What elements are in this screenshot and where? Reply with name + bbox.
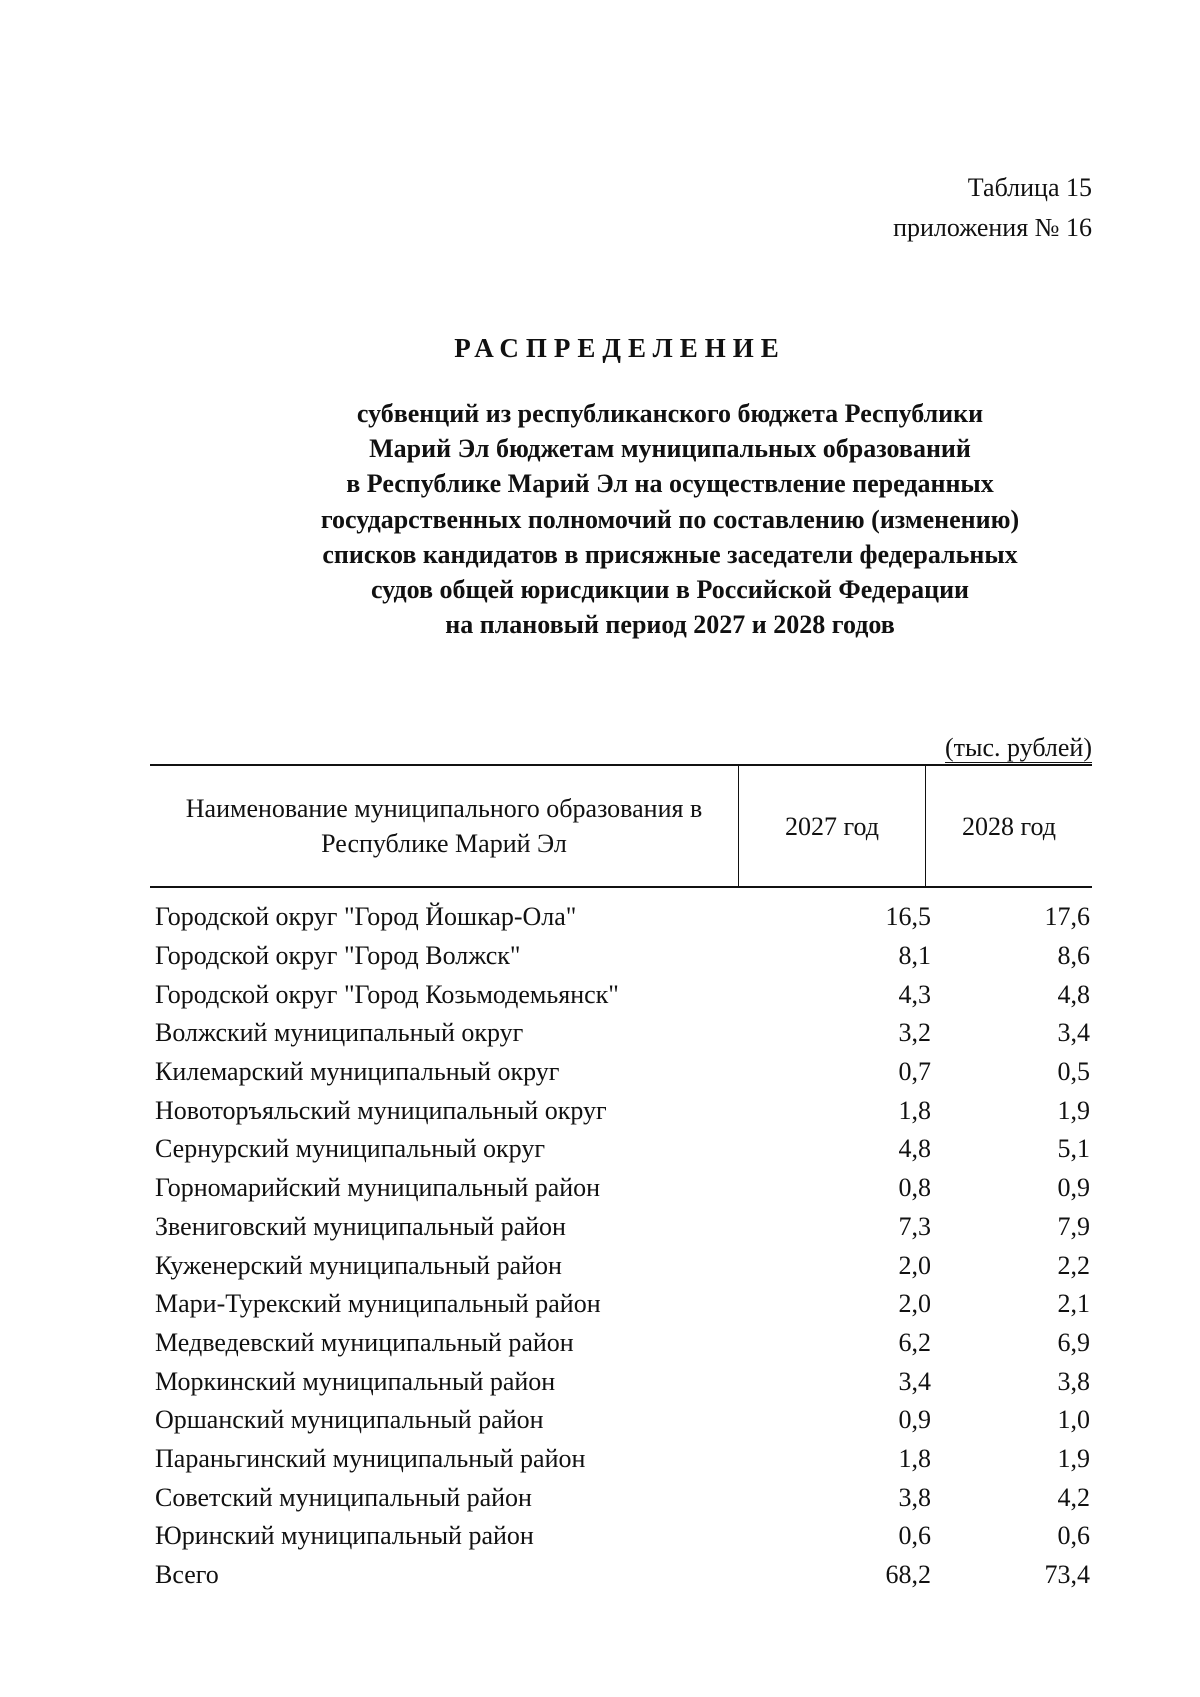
- row-name: Куженерский муниципальный район: [155, 1250, 562, 1280]
- row-value-2028: 0,9: [1057, 1173, 1090, 1203]
- row-value-2028: 1,0: [1057, 1405, 1090, 1435]
- row-name: Медведевский муниципальный район: [155, 1327, 574, 1357]
- row-value-2027: 0,7: [898, 1057, 931, 1087]
- row-value-2028: 0,6: [1057, 1521, 1090, 1551]
- row-value-2028: 3,4: [1057, 1018, 1090, 1048]
- header-name: Наименование муниципального образования в Республике Марий Эл: [150, 766, 739, 886]
- row-value-2028: 1,9: [1057, 1443, 1090, 1473]
- row-value-2028: 1,9: [1057, 1095, 1090, 1125]
- subtitle-line: на плановый период 2027 и 2028 годов: [445, 610, 895, 640]
- row-name: Юринский муниципальный район: [155, 1521, 534, 1551]
- row-value-2028: 73,4: [1044, 1560, 1090, 1590]
- row-value-2027: 0,6: [898, 1521, 931, 1551]
- row-name: Сернурский муниципальный округ: [155, 1134, 545, 1164]
- table-row: [155, 1556, 1092, 1595]
- header-2028: 2028 год: [962, 811, 1056, 841]
- table-row: [155, 1440, 1092, 1479]
- row-value-2027: 4,3: [898, 979, 931, 1009]
- subtitle-line: списков кандидатов в присяжные заседатели федеральных: [322, 539, 1018, 569]
- units-label: (тыс. рублей): [944, 733, 1092, 762]
- row-value-2027: 4,8: [898, 1134, 931, 1164]
- row-value-2027: 8,1: [898, 941, 931, 971]
- table-row: [155, 1401, 1092, 1440]
- row-value-2027: 16,5: [885, 902, 931, 932]
- row-name: Горномарийский муниципальный район: [155, 1173, 601, 1203]
- row-value-2027: 3,2: [898, 1018, 931, 1048]
- row-value-2027: 6,2: [898, 1327, 931, 1357]
- row-value-2027: 2,0: [898, 1289, 931, 1319]
- header-2027: 2027 год: [739, 766, 926, 886]
- row-name: Городской округ "Город Йошкар-Ола": [155, 902, 577, 932]
- subtitle-line: в Республике Марий Эл на осуществление переданных: [346, 469, 994, 499]
- row-value-2027: 1,8: [898, 1095, 931, 1125]
- row-name: Моркинский муниципальный район: [155, 1366, 556, 1396]
- table-row: [155, 1478, 1092, 1517]
- table-row: [155, 975, 1092, 1014]
- subtitle-line: государственных полномочий по составлению (изменению): [320, 504, 1020, 534]
- subtitle-line: судов общей юрисдикции в Российской Федерации: [370, 575, 970, 605]
- row-name: Мари-Турекский муниципальный район: [155, 1289, 601, 1319]
- table-row: [155, 1169, 1092, 1208]
- row-value-2028: 6,9: [1057, 1327, 1090, 1357]
- row-value-2028: 3,8: [1057, 1366, 1090, 1396]
- row-value-2027: 2,0: [898, 1250, 931, 1280]
- row-value-2028: 17,6: [1044, 902, 1090, 932]
- row-name: Советский муниципальный район: [155, 1482, 532, 1512]
- row-name: Волжский муниципальный округ: [155, 1018, 524, 1048]
- subtitle-line: Марий Эл бюджетам муниципальных образований: [369, 434, 971, 464]
- row-value-2028: 5,1: [1057, 1134, 1090, 1164]
- table-body: [155, 898, 1092, 1594]
- table-row: [155, 1517, 1092, 1556]
- row-name: Параньгинский муниципальный район: [155, 1443, 586, 1473]
- table-row: [155, 1014, 1092, 1053]
- row-value-2028: 2,1: [1057, 1289, 1090, 1319]
- subtitle-line: субвенций из республиканского бюджета Республики: [356, 399, 984, 428]
- row-name: Килемарский муниципальный округ: [155, 1057, 560, 1087]
- table-row: [155, 1208, 1092, 1247]
- document-title: РАСПРЕДЕЛЕНИЕ: [454, 333, 786, 363]
- row-value-2027: 68,2: [885, 1560, 931, 1590]
- row-value-2028: 4,8: [1057, 979, 1090, 1009]
- appendix-number: приложения № 16: [893, 213, 1092, 242]
- row-value-2027: 1,8: [898, 1443, 931, 1473]
- row-name: Новоторъяльский муниципальный округ: [155, 1095, 607, 1125]
- row-name: Городской округ "Город Волжск": [155, 941, 521, 971]
- table-number: Таблица 15: [967, 173, 1092, 202]
- table-row: [155, 1130, 1092, 1169]
- document-subtitle: [130, 396, 1200, 642]
- row-value-2028: 2,2: [1057, 1250, 1090, 1280]
- table-row: [155, 898, 1092, 937]
- row-value-2027: 3,8: [898, 1482, 931, 1512]
- row-name: Звениговский муниципальный район: [155, 1211, 566, 1241]
- row-name: Всего: [155, 1560, 219, 1590]
- table-row: [155, 1091, 1092, 1130]
- row-value-2027: 0,9: [898, 1405, 931, 1435]
- table-row: [155, 1324, 1092, 1363]
- table-row: [155, 1246, 1092, 1285]
- row-value-2028: 7,9: [1057, 1211, 1090, 1241]
- row-value-2027: 7,3: [898, 1211, 931, 1241]
- row-value-2027: 3,4: [898, 1366, 931, 1396]
- row-value-2028: 4,2: [1057, 1482, 1090, 1512]
- table-reference: [893, 168, 1092, 248]
- row-name: Городской округ "Город Козьмодемьянск": [155, 979, 619, 1009]
- row-value-2028: 8,6: [1057, 941, 1090, 971]
- row-name: Оршанский муниципальный район: [155, 1405, 544, 1435]
- table-row: [155, 1362, 1092, 1401]
- row-value-2028: 0,5: [1057, 1057, 1090, 1087]
- table-row: [155, 937, 1092, 976]
- table-row: [155, 1053, 1092, 1092]
- table-header: [150, 764, 1092, 888]
- table-row: [155, 1285, 1092, 1324]
- row-value-2027: 0,8: [898, 1173, 931, 1203]
